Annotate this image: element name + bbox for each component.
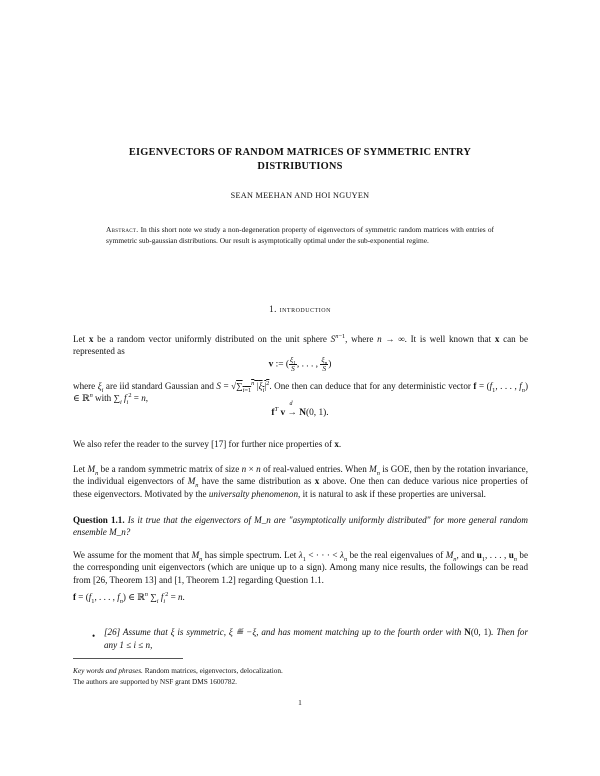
footnote-1	[73, 666, 528, 676]
question-text: Is it true that the eigenvectors of M_n are "asymptotically uniformly distributed" for more general random ensemble M_n?	[73, 515, 528, 538]
abstract-text: In this short note we study a non-degeneration property of eigenvectors of symmetric random matrices with entries of symmetric sub-gaussian distributions. Our result is asymptotically optimal under the sub-exponential regime.	[106, 225, 494, 246]
paragraph-3: We also refer the reader to the survey [17] for further nice properties of x.	[73, 439, 342, 449]
title-line-1: EIGENVECTORS OF RANDOM MATRICES OF SYMMETRIC ENTRY	[128, 147, 472, 158]
paragraph-5: We assume for the moment that $M_n$ has simple spectrum. Let $\lambda_1$ < · · · < $\lambda_n$ be the real eigenvalues of $M_n$, and $u_1$, . . . , $u_n$ be the corresponding unit eigenvectors (which are unique up to a sign). Among many nice results, the followings can be read from [26, Theorem 13] and [1, Theorem 1.2] regarding Question 1.1.	[73, 550, 529, 585]
paragraph-4: Let $M_n$ be a random symmetric matrix of size n × n of real-valued entries. When $M_n$ is GOE, then by the rotation invariance, the individual eigenvectors of $M_n$ have the same distribution as x above. One then can deduce various nice properties of these eigenvectors. Motivated by the universalty phenomenon, it is natural to ask if these properties are universal.	[73, 464, 528, 499]
bullet-text-a: [26] Assume that ξ is symmetric, ξ ≝ −ξ, and has moment matching up to the fourth order with	[104, 627, 465, 637]
theorem-1-2: $f = (f_1$, . . . , $f_n$) ∈ ℝ$^n$ $\sum_i$ $f_i^2 = n$.	[73, 590, 185, 605]
abstract	[106, 224, 494, 246]
paragraph-1: Let x be a random vector uniformly distributed on the unit sphere $S^{n-1}$, where n → ∞. It is well known that x can be represented as	[73, 332, 528, 357]
bullet-item: [26] Assume that ξ is symmetric, ξ ≝ −ξ, and has moment matching up to the fourth order with N(0, 1). Then for any 1 ≤ i ≤ n,	[104, 627, 529, 650]
paragraph-2: where $\xi_i$ are iid standard Gaussian and $S = √\sum_{i=1}^n$ $|\xi_i|^2$. One then can deduce that for any deterministic vector $f = (f_1$, . . . , $f_n$) ∈ ℝ$^n$ with $\sum_i$ $f_i^2 = n$,	[73, 379, 528, 407]
equation-v: v := ( $\frac{\xi_1}{S}$ , . . . , $\frac{\xi_n}{S}$ )	[268, 355, 332, 373]
footnote-1-text: Random matrices, eigenvectors, delocalization.	[142, 666, 283, 675]
section-heading: 1. introduction	[269, 304, 331, 314]
equation-convergence: $f^T$ v → d N(0, 1).	[271, 401, 329, 418]
title-line-2: DISTRIBUTIONS	[257, 161, 343, 172]
question-label: Question 1.1.	[73, 515, 125, 525]
page-number: 1	[298, 698, 302, 707]
paper-title	[90, 146, 510, 174]
bullet-marker: •	[92, 631, 96, 641]
abstract-label: Abstract.	[106, 225, 139, 234]
footnote-1-label: Key words and phrases.	[73, 666, 143, 675]
authors: SEAN MEEHAN AND HOI NGUYEN	[230, 191, 370, 200]
bullet-text-b: . Then for any 1 ≤ i ≤ n,	[104, 627, 529, 650]
footnote-2: The authors are supported by NSF grant DMS 1600782.	[73, 677, 237, 686]
question-1-1	[73, 514, 528, 539]
